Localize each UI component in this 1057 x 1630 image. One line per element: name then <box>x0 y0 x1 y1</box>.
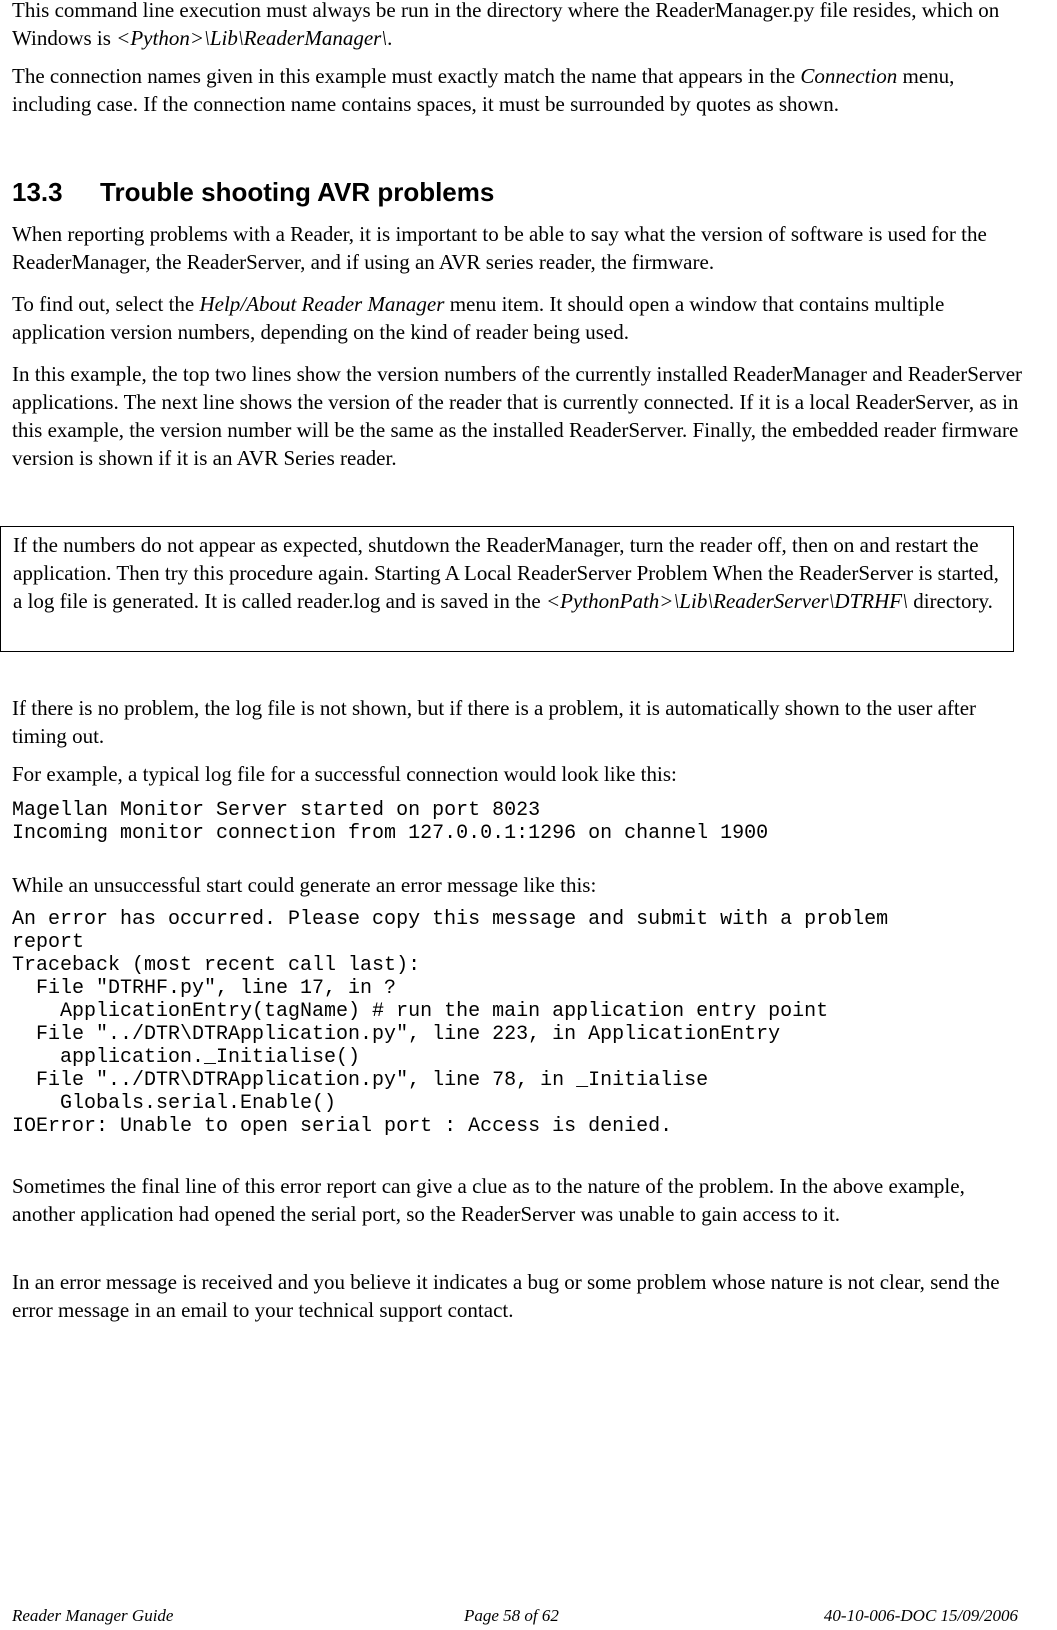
paragraph-no-problem: If there is no problem, the log file is not shown, but if there is a problem, it is automatically shown to the user after timing out. <box>12 696 977 748</box>
paragraph-working-directory: This command line execution must always be run in the directory where the ReaderManager.py file resides, which on Windows is <Python>\Lib\ReaderManager\. <box>12 0 1000 50</box>
paragraph-unsuccessful-start: While an unsuccessful start could generate an error message like this: <box>12 873 597 897</box>
python-path: <Python>\Lib\ReaderManager\ <box>116 26 388 50</box>
help-about-menu-name: Help/About Reader Manager <box>199 292 445 316</box>
reader-server-path: <PythonPath>\Lib\ReaderServer\DTRHF\ <box>545 589 908 613</box>
note-box <box>0 526 1014 652</box>
footer-document-title: Reader Manager Guide <box>12 1606 174 1625</box>
section-number: 13.3 <box>12 177 63 207</box>
paragraph-email-support: In an error message is received and you believe it indicates a bug or some problem whose nature is not clear, send the error message in an email to your technical support contact. <box>12 1270 1000 1322</box>
footer-document-id: 40-10-006-DOC 15/09/2006 <box>823 1606 1018 1625</box>
paragraph-connection-names: The connection names given in this example must exactly match the name that appears in the Connection menu, including case. If the connection name contains spaces, it must be surrounded by quotes as shown. <box>12 64 955 116</box>
note-text: If the numbers do not appear as expected, shutdown the ReaderManager, turn the reader off, then on and restart the application. Then try this procedure again. Starting A Local ReaderServer Problem When the ReaderServer is started, a log file is generated. It is called reader.log and is saved in the <PythonPath>\Lib\ReaderServer\DTRHF\ directory. <box>13 533 999 613</box>
paragraph-final-line-clue: Sometimes the final line of this error report can give a clue as to the nature of the problem. In the above example, another application had opened the serial port, so the ReaderServer was unable to gain access to it. <box>12 1174 965 1226</box>
code-block-success-log: Magellan Monitor Server started on port 8023 Incoming monitor connection from 127.0.0.1:1296 on channel 1900 <box>12 799 769 845</box>
footer-page-number: Page 58 of 62 <box>464 1606 559 1625</box>
connection-menu-name: Connection <box>800 64 898 88</box>
paragraph-version-example: In this example, the top two lines show the version numbers of the currently installed ReaderManager and ReaderServer applications. The next line shows the version of the reader that is currently connected. If it is a local ReaderServer, as in this example, the version number will be the same as the installed ReaderServer. Finally, the embedded reader firmware version is shown if it is an AVR Series reader. <box>12 362 1023 470</box>
paragraph-find-out: To find out, select the Help/About Reader Manager menu item. It should open a window that contains multiple application version numbers, depending on the kind of reader being used. <box>12 292 945 344</box>
paragraph-reporting-problems: When reporting problems with a Reader, it is important to be able to say what the version of software is used for the ReaderManager, the ReaderServer, and if using an AVR series reader, the firmware. <box>12 222 987 274</box>
paragraph-typical-log: For example, a typical log file for a successful connection would look like this: <box>12 762 677 786</box>
code-block-error-traceback: An error has occurred. Please copy this message and submit with a problem report Traceback (most recent call last): File "DTRHF.py", line 17, in ? ApplicationEntry(tagName) # run the main application entry point File "../DTR\DTRApplication.py", line 223, in ApplicationEntry application._Initialise() File "../DTR\DTRApplication.py", line 78, in _Initialise Globals.serial.Enable() IOError: Unable to open serial port : Access is denied. <box>12 908 889 1138</box>
section-title: Trouble shooting AVR problems <box>100 177 495 207</box>
section-heading <box>12 176 1024 208</box>
